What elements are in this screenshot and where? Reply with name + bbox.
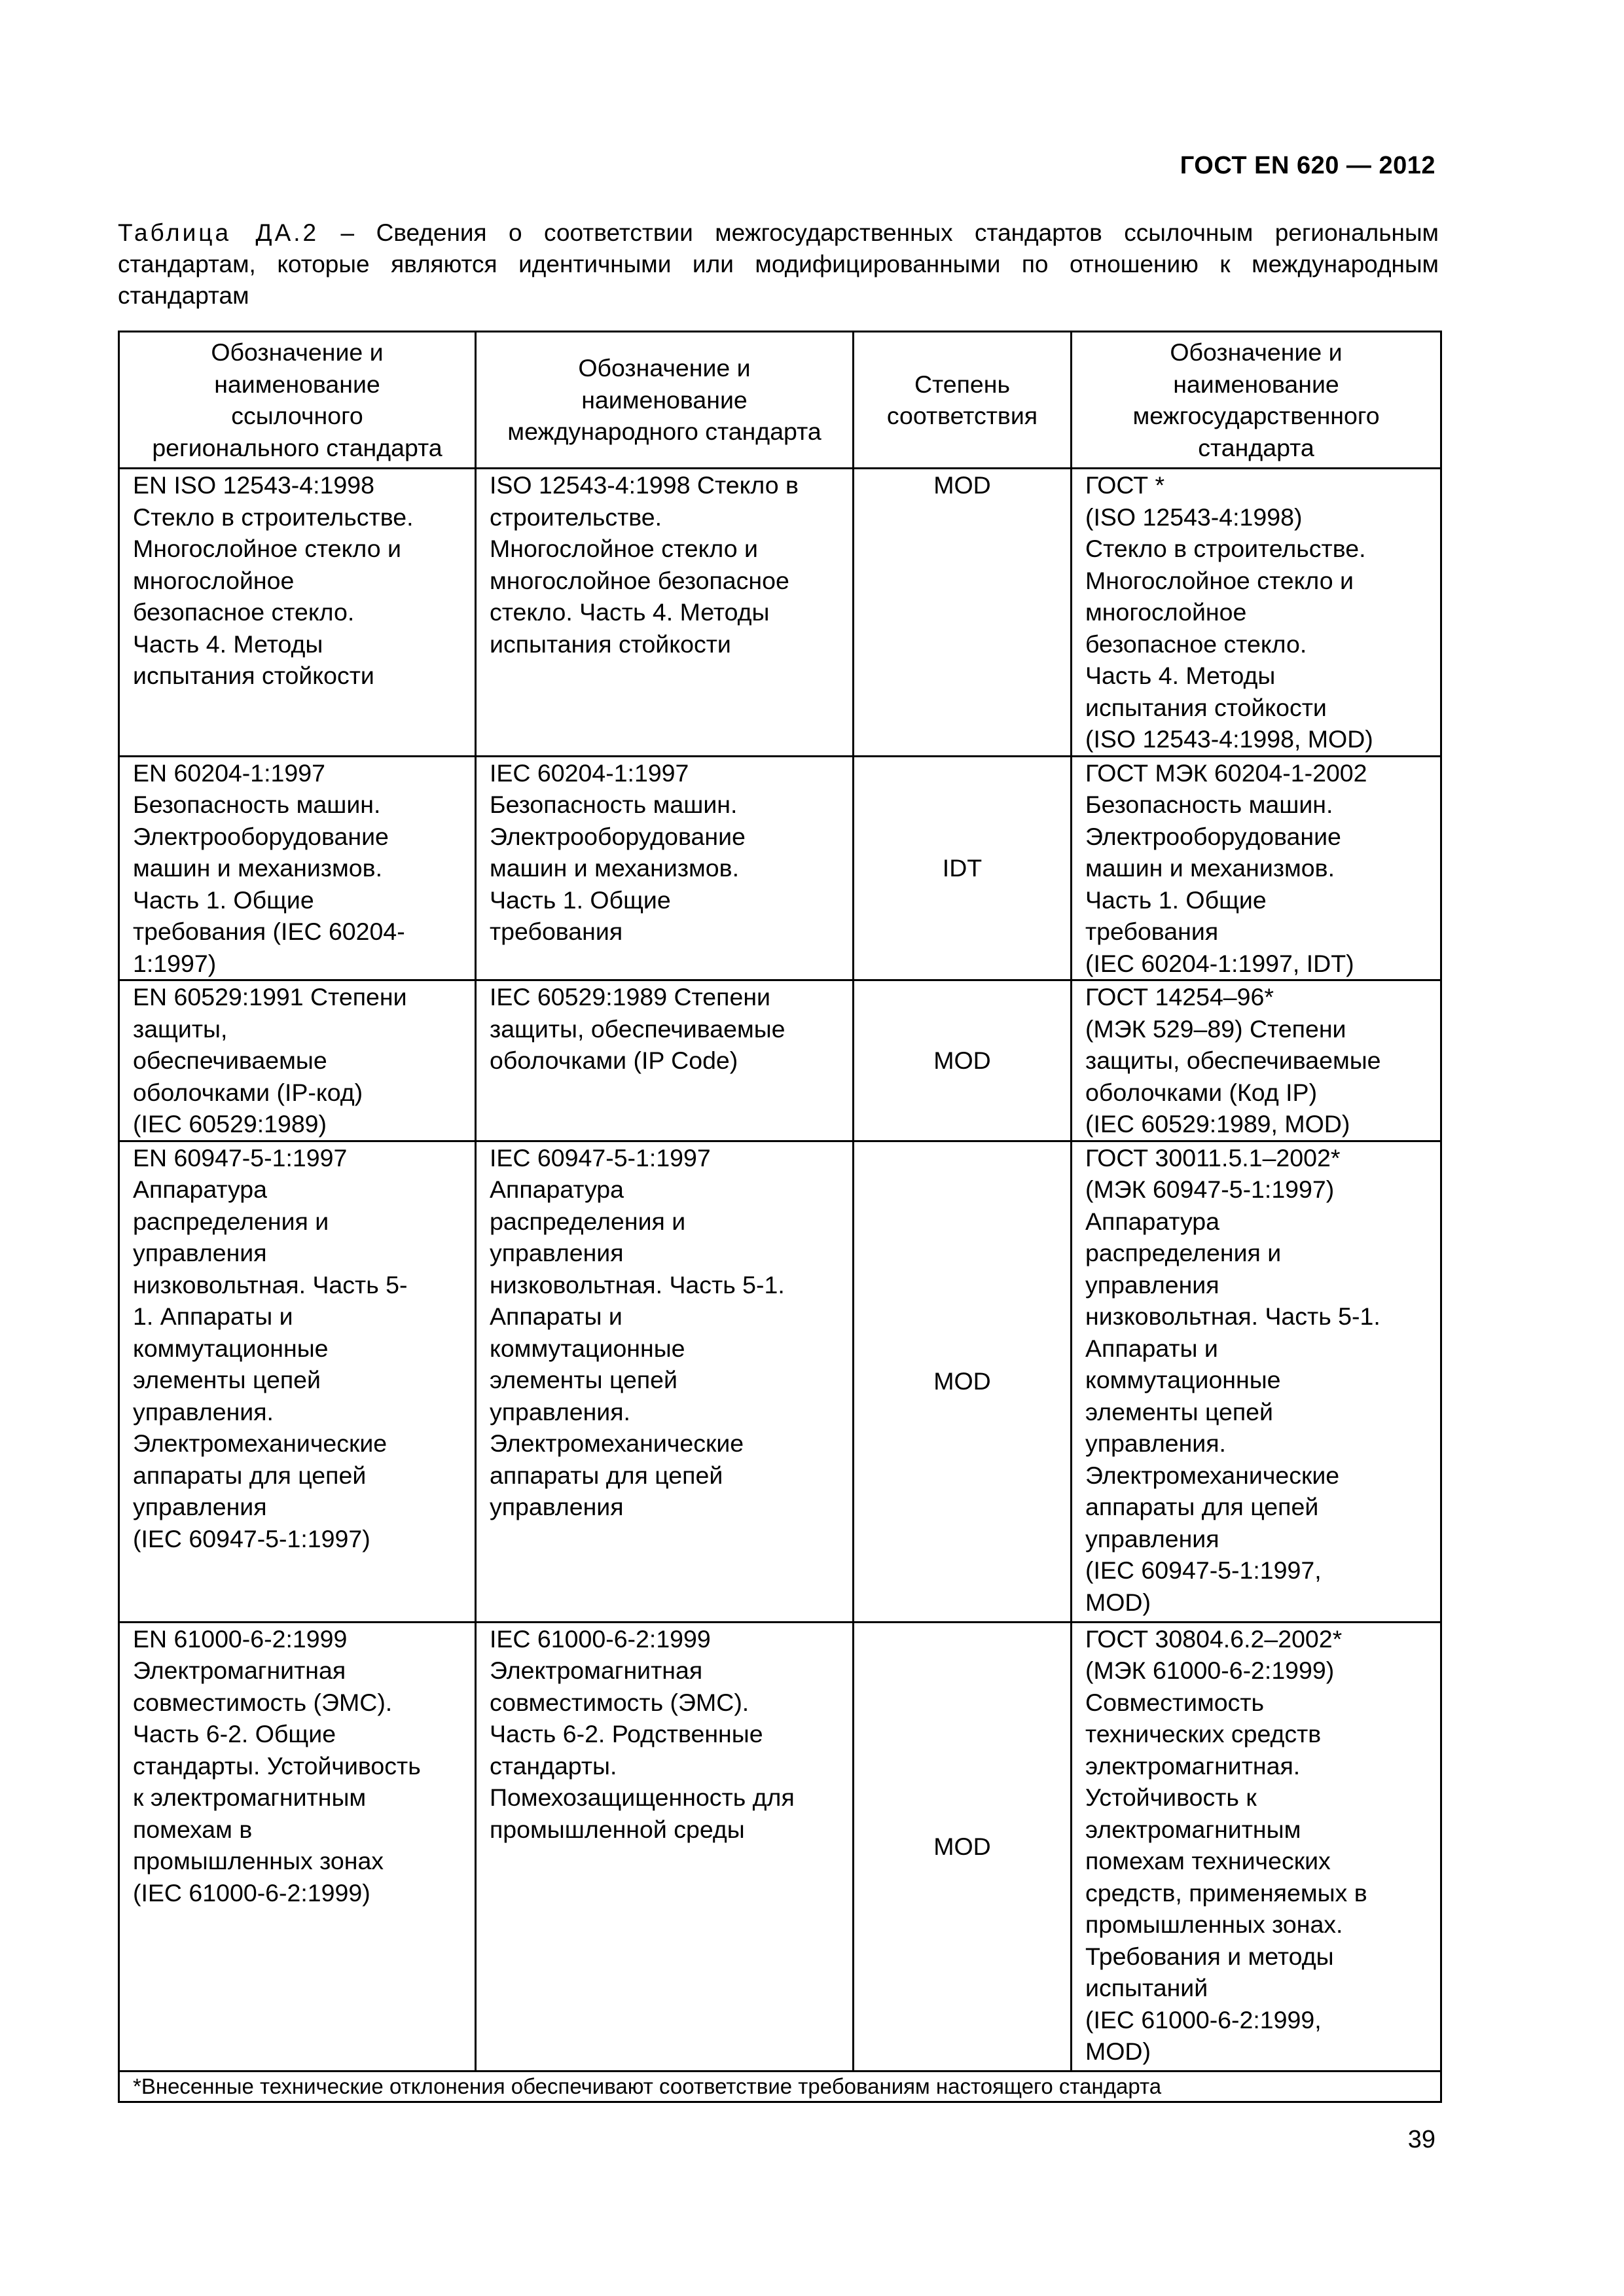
page-number: 39 [1407,2126,1435,2153]
table-footnote-row [119,2071,1441,2102]
cell-degree: MOD [854,469,1072,757]
cell-interstate: ГОСТ 30011.5.1–2002* (МЭК 60947-5-1:1997) Аппаратура распределения и управления низковольтная. Часть 5-1. Аппараты и коммутационные элементы цепей управления. Электромеханические аппараты для цепей управления (IEC 60947-5-1:1997, MOD) [1072,1141,1441,1622]
table-row [119,756,1441,980]
cell-interstate: ГОСТ 14254–96* (МЭК 529–89) Степени защиты, обеспечиваемые оболочками (Код IP) (IEC 60529:1989, MOD) [1072,980,1441,1141]
cell-international: IEC 60947-5-1:1997 Аппаратура распределения и управления низковольтная. Часть 5-1. Аппараты и коммутационные элементы цепей управления. Электромеханические аппараты для цепей управления [476,1141,854,1622]
table-row [119,1622,1441,2071]
table-caption-label: Таблица ДА.2 [118,219,319,246]
cell-regional: EN 60529:1991 Степени защиты, обеспечиваемые оболочками (IP-код) (IEC 60529:1989) [119,980,476,1141]
cell-interstate: ГОСТ 30804.6.2–2002* (МЭК 61000-6-2:1999) Совместимость технических средств электромагнитная. Устойчивость к электромагнитным помехам технических средств, применяемых в промышленных зонах. Требования и методы испытаний (IEC 61000-6-2:1999, MOD) [1072,1622,1441,2071]
table-row [119,469,1441,757]
column-header-degree: Степень соответствия [854,332,1072,469]
cell-international: ISO 12543-4:1998 Стекло в строительстве. Многослойное стекло и многослойное безопасное стекло. Часть 4. Методы испытания стойкости [476,469,854,757]
cell-regional: EN 60204-1:1997 Безопасность машин. Электрооборудование машин и механизмов. Часть 1. Общие требования (IEC 60204- 1:1997) [119,756,476,980]
table-row [119,1141,1441,1622]
standards-table [118,331,1442,2103]
cell-degree: MOD [854,1141,1072,1622]
column-header-interstate: Обозначение и наименование межгосударственного стандарта [1072,332,1441,469]
cell-regional: EN 60947-5-1:1997 Аппаратура распределения и управления низковольтная. Часть 5- 1. Аппараты и коммутационные элементы цепей управления. Электромеханические аппараты для цепей управления (IEC 60947-5-1:1997) [119,1141,476,1622]
cell-degree: MOD [854,1622,1072,2071]
cell-degree: IDT [854,756,1072,980]
cell-interstate: ГОСТ МЭК 60204-1-2002 Безопасность машин. Электрооборудование машин и механизмов. Часть 1. Общие требования (IEC 60204-1:1997, IDT) [1072,756,1441,980]
table-caption-text: – Сведения о соответствии межгосударственных стандартов ссылочным региональным стандартам, которые являются идентичными или модифицированными по отношению к международным стандартам [118,219,1439,309]
document-header: ГОСТ EN 620 — 2012 [1180,152,1435,179]
table-row [119,980,1441,1141]
cell-regional: EN ISO 12543-4:1998 Стекло в строительстве. Многослойное стекло и многослойное безопасное стекло. Часть 4. Методы испытания стойкости [119,469,476,757]
cell-international: IEC 60529:1989 Степени защиты, обеспечиваемые оболочками (IP Code) [476,980,854,1141]
cell-regional: EN 61000-6-2:1999 Электромагнитная совместимость (ЭМС). Часть 6-2. Общие стандарты. Устойчивость к электромагнитным помехам в промышленных зонах (IEC 61000-6-2:1999) [119,1622,476,2071]
cell-international: IEC 60204-1:1997 Безопасность машин. Электрооборудование машин и механизмов. Часть 1. Общие требования [476,756,854,980]
table-header-row [119,332,1441,469]
cell-international: IEC 61000-6-2:1999 Электромагнитная совместимость (ЭМС). Часть 6-2. Родственные стандарты. Помехозащищенность для промышленной среды [476,1622,854,2071]
column-header-regional: Обозначение и наименование ссылочного регионального стандарта [119,332,476,469]
cell-degree: MOD [854,980,1072,1141]
cell-interstate: ГОСТ * (ISO 12543-4:1998) Стекло в строительстве. Многослойное стекло и многослойное безопасное стекло. Часть 4. Методы испытания стойкости (ISO 12543-4:1998, MOD) [1072,469,1441,757]
column-header-international: Обозначение и наименование международного стандарта [476,332,854,469]
table-footnote: *Внесенные технические отклонения обеспечивают соответствие требованиям настоящего стандарта [119,2071,1441,2102]
table-caption [118,217,1439,312]
